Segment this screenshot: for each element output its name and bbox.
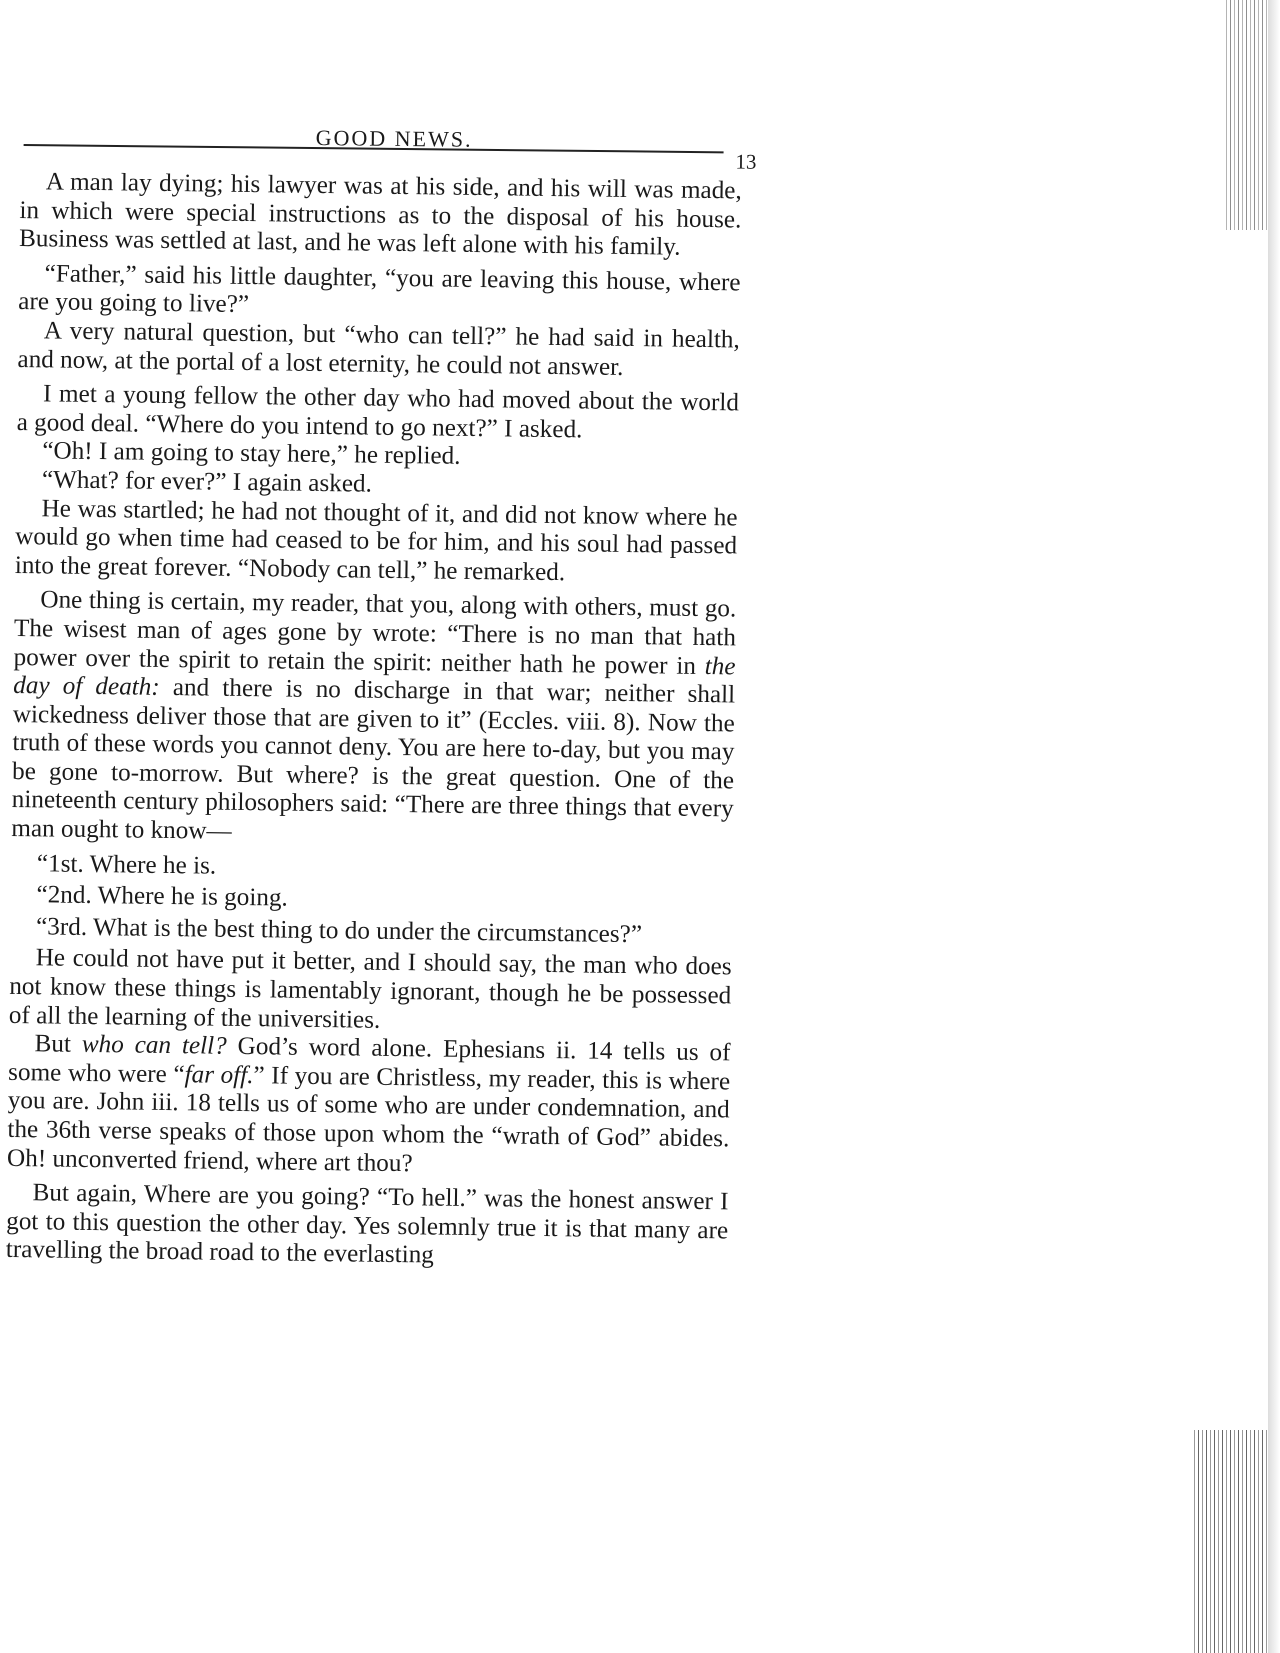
gods-word-emphasis-who-can-tell: who can tell? xyxy=(81,1031,227,1060)
paragraph-where-going: But again, Where are you going? “To hell.” was the honest answer I got to this question the other day. Yes solemnly true it is that many are travelling the broad road to the everlasting xyxy=(5,1179,729,1269)
page-number: 13 xyxy=(735,149,757,174)
paragraph-dying-man: A man lay dying; his lawyer was at his side, and his will was made, in which were special instructions as to the disposal of his house. Business was settled at last, and he was left alone with his family. xyxy=(18,168,742,261)
paragraph-who-can-tell: A very natural question, but “who can tell?” he had said in health, and now, at the portal of a lost eternity, he could not answer. xyxy=(17,317,740,381)
paragraph-startled: He was startled; he had not thought of it, and did not know where he would go when time had ceased to be for him, and his soul had passed into the great forever. “Nobody can tell,” he remarked. xyxy=(14,494,738,586)
list-item-third: “3rd. What is the best thing to do under the circumstances?” xyxy=(35,913,643,949)
paragraph-could-not-put-better: He could not have put it better, and I should say, the man who does not know these things is lamentably ignorant, though he be possessed of all the learning of the universities. xyxy=(8,944,732,1034)
paragraph-gods-word xyxy=(7,1030,731,1182)
gods-word-rest: ” If you are Christless, my reader, this is where you are. John iii. 18 tells us of some who are under condemnation, and the 36th verse speaks of those upon whom the “wrath of God” abides. Oh! unconverted friend, where art thou? xyxy=(6,1061,731,1177)
running-title: GOOD NEWS. xyxy=(315,125,473,152)
paragraph-ecclesiastes xyxy=(11,586,736,853)
paragraph-daughter-question: “Father,” said his little daughter, “you are leaving this house, where are you going to live?” xyxy=(18,260,741,319)
gods-word-lead: But xyxy=(34,1030,83,1059)
paragraph-young-fellow: I met a young fellow the other day who had moved about the world a good deal. “Where do you intend to go next?” I asked. xyxy=(16,380,740,444)
binding-edge-top xyxy=(1226,0,1270,230)
list-item-second: “2nd. Where he is going. xyxy=(36,881,288,912)
ecclesiastes-emphasis: the day of death: xyxy=(13,652,736,701)
gods-word-middle: God’s word alone. Ephesians ii. 14 tells us of some who were “ xyxy=(7,1033,731,1089)
ecclesiastes-text-before: One thing is certain, my reader, that you, along with others, must go. The wisest man of ages gone by wrote: “There is no man that hath power over the spirit to retain the spirit: neither hath he power in xyxy=(13,586,737,680)
list-item-first: “1st. Where he is. xyxy=(36,849,217,880)
ecclesiastes-text-after: and there is no discharge in that war; neither shall wickedness deliver those that are given to it” (Eccles. viii. 8). Now the truth of these words you cannot deny. You are here to-day, but you may be gone to-morrow. But where? is the great question. One of the nineteenth century philosophers said: “There are three things that every man ought to know— xyxy=(11,673,736,845)
gods-word-emphasis-far-off: far off. xyxy=(184,1061,254,1089)
paragraph-stay-here: “Oh! I am going to stay here,” he replied. xyxy=(42,437,461,471)
paragraph-for-ever: “What? for ever?” I again asked. xyxy=(41,466,373,498)
body-text xyxy=(6,168,742,1274)
page-edge-shadow xyxy=(1268,0,1280,1653)
binding-edge-bottom xyxy=(1194,1430,1270,1653)
